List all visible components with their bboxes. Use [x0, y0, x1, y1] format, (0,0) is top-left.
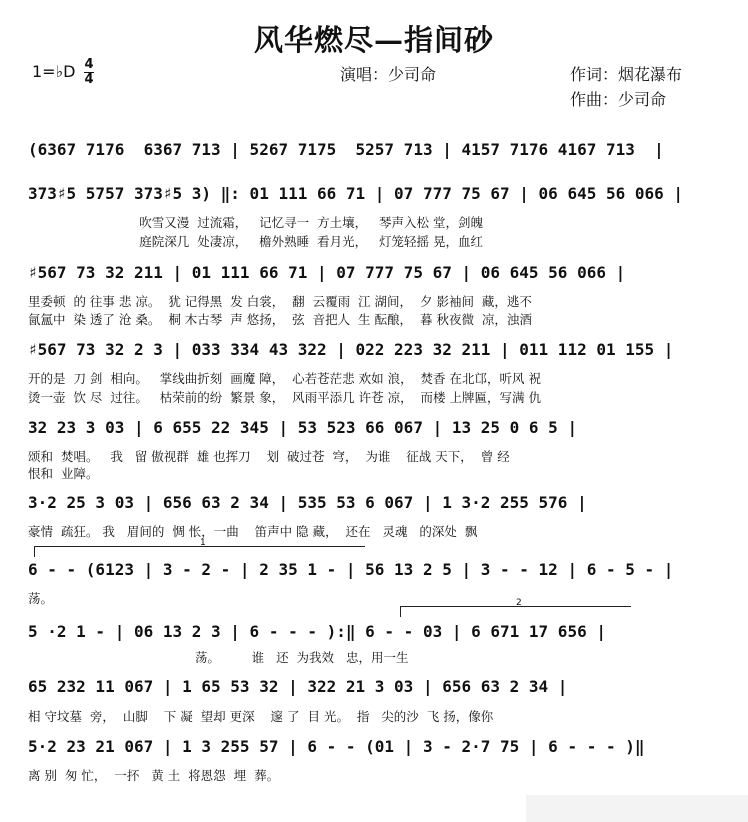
lyric-line: 荡。 谁 还 为我效 忠，用一生 [28, 650, 409, 665]
lyric-line: 吹雪又漫 过流霜， 记忆寻一 方土壤， 琴声入松 堂，剑魄 [28, 215, 483, 230]
lyric-line: 开的是 刀 剑 相向。 掌线曲折刻 画魔 障， 心若苍茫悲 欢如 浪， 焚香 在北邙，听风 祝 [28, 371, 541, 386]
score-line: 6 - - (6123 | 3 - 2 - | 2 35 1 - | 56 13 2 5 | 3 - - 12 | 6 - 5 - | [28, 560, 674, 579]
lyric-line: 氤氲中 染 透了 沧 桑。 桐 木古琴 声 悠扬， 弦 音把人 生 酝酿， 暮 秋夜微 凉，浊酒 [28, 312, 532, 327]
lyric-line: 离 别 匆 忙， 一抔 黄 土 将恩怨 埋 葬。 [28, 768, 280, 783]
score-line: 3·2 25 3 03 | 656 63 2 34 | 535 53 6 067 | 1 3·2 255 576 | [28, 493, 587, 512]
second-ending-number: 2 [516, 598, 522, 608]
score-line: (6367 7176 6367 713 | 5267 7175 5257 713 | 4157 7176 4167 713 | [28, 140, 664, 159]
score-line: 5 ·2 1 - | 06 13 2 3 | 6 - - - ):‖ 6 - - 03 | 6 671 17 656 | [28, 622, 606, 641]
time-top: 4 [84, 57, 94, 72]
composer-credit: 作曲：少司命 [570, 90, 667, 109]
score-line: ♯567 73 32 2 3 | 033 334 43 322 | 022 223 32 211 | 011 112 01 155 | [28, 340, 674, 359]
score-line: 65 232 11 067 | 1 65 53 32 | 322 21 3 03 | 656 63 2 34 | [28, 677, 568, 696]
lyric-line: 恨和 业障。 [28, 466, 99, 481]
score-line: ♯567 73 32 211 | 01 111 66 71 | 07 777 75 67 | 06 645 56 066 | [28, 263, 626, 282]
time-bottom: 4 [84, 72, 94, 87]
lyric-line: 烫一壶 饮 尽 过往。 枯荣前的纷 繁景 象， 风雨平添几 许苍 凉， 而楼 上牌匾，写满 仇 [28, 390, 541, 405]
first-ending-number: 1 [200, 538, 206, 548]
score-line: 373♯5 5757 373♯5 3) ‖: 01 111 66 71 | 07 777 75 67 | 06 645 56 066 | [28, 184, 684, 203]
lyric-line: 荡。 [28, 591, 54, 606]
lyric-line: 相 守坟墓 旁， 山脚 下 凝 望却 更深 邃 了 目 光。 指 尖的沙 飞 扬，像你 [28, 709, 494, 724]
first-ending-bracket [34, 538, 365, 557]
time-signature [84, 58, 94, 86]
second-ending-bracket [400, 598, 631, 617]
lyric-line: 庭院深几 处凄凉， 檐外熟睡 看月光， 灯笼轻摇 晃，血红 [28, 234, 483, 249]
singer-credit: 演唱：少司命 [340, 65, 437, 84]
page-corner-shade [526, 795, 748, 822]
score-line: 5·2 23 21 067 | 1 3 255 57 | 6 - - (01 | 3 - 2·7 75 | 6 - - - )‖ [28, 737, 645, 756]
lyric-line: 豪情 疏狂。 我 眉间的 惆 怅，一曲 笛声中 隐 藏， 还在 灵魂 的深处 飘 [28, 524, 478, 539]
lyric-line: 里委顿 的 往事 悲 凉。 犹 记得黑 发 白裳， 翻 云覆雨 江 湖间， 夕 影袖间 藏，逃不 [28, 294, 532, 309]
key-signature: 1=♭D [32, 62, 76, 81]
lyricist-credit: 作词：烟花瀑布 [570, 65, 683, 84]
song-title: 风华燃尽—指间砂 [253, 23, 494, 57]
score-line: 32 23 3 03 | 6 655 22 345 | 53 523 66 067 | 13 25 0 6 5 | [28, 418, 578, 437]
lyric-line: 颂和 焚唱。 我 留 傲视群 雄 也挥刀 划 破过苍 穹， 为谁 征战 天下， 曾 经 [28, 449, 510, 464]
